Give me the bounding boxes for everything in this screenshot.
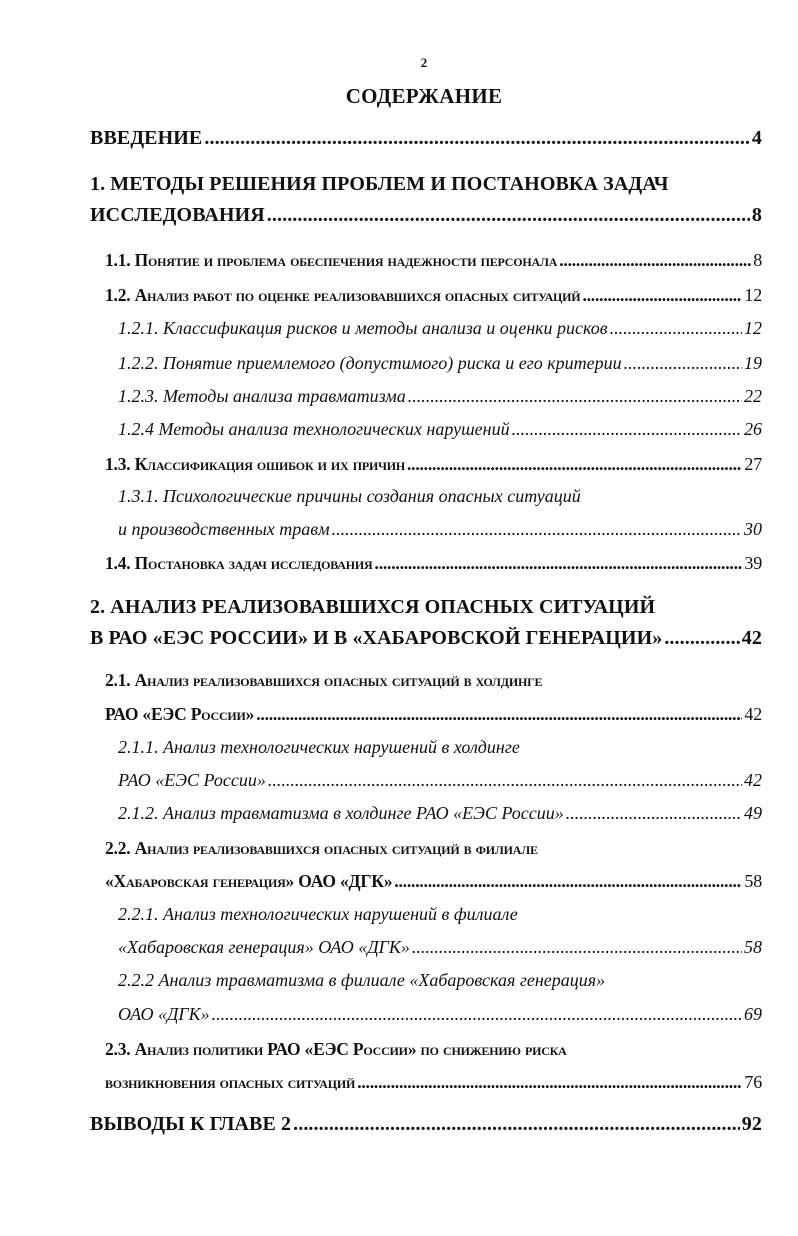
toc-entry-text: РАО «ЕЭС России»: [118, 770, 266, 790]
toc-entry-page: 92: [741, 1113, 762, 1135]
toc-entry-page: 22: [744, 386, 762, 406]
toc-entry-text: 2.3. Анализ политики РАО «ЕЭС России» по снижению риска: [105, 1039, 567, 1059]
toc-entry-page: 76: [744, 1072, 762, 1092]
toc-entry-text: «Хабаровская генерация» ОАО «ДГК»: [118, 937, 410, 957]
toc-entry-text: 1.2.4 Методы анализа технологических нарушений: [118, 419, 510, 439]
dot-leader: [204, 127, 750, 150]
toc-entry-1-3-1[interactable]: [118, 519, 762, 540]
toc-entry-page: 12: [744, 285, 762, 305]
toc-entry-text: ВЫВОДЫ К ГЛАВЕ 2: [90, 1113, 292, 1135]
dot-leader: [512, 419, 742, 440]
toc-entry-2-1-line-1[interactable]: [105, 670, 762, 691]
toc-entry-text: 1.4. Постановка задач исследования: [105, 553, 373, 573]
toc-entry-text: и производственных травм: [118, 519, 330, 539]
toc-entry-text: 2.1.2. Анализ травматизма в холдинге РАО «ЕЭС России»: [118, 803, 564, 823]
toc-entry-1-3[interactable]: [105, 454, 762, 475]
toc-entry-page: 27: [744, 454, 762, 474]
toc-entry-page: 42: [744, 704, 762, 724]
toc-entry-text: 1.3.1. Психологические причины создания опасных ситуаций: [118, 486, 581, 506]
dot-leader: [394, 871, 742, 892]
toc-title: СОДЕРЖАНИЕ: [345, 84, 503, 108]
toc-entry-2-3[interactable]: [105, 1072, 762, 1093]
toc-entry-page: 39: [744, 553, 762, 573]
dot-leader: [559, 250, 751, 271]
dot-leader: [408, 386, 742, 407]
dot-leader: [332, 519, 742, 540]
dot-leader: [610, 318, 742, 339]
dot-leader: [357, 1072, 742, 1093]
toc-entry-conclusions-chapter-2[interactable]: [90, 1113, 762, 1136]
dot-leader: [267, 204, 750, 227]
toc-entry-2-1-1[interactable]: [118, 770, 762, 791]
toc-entry-page: 30: [744, 519, 762, 539]
dot-leader: [375, 553, 743, 574]
toc-entry-text: 1.2.2. Понятие приемлемого (допустимого) риска и его критерии: [118, 353, 622, 373]
toc-entry-2-2-1-line-1[interactable]: [118, 904, 762, 925]
dot-leader: [624, 353, 742, 374]
dot-leader: [407, 454, 742, 475]
toc-entry-page: 12: [744, 318, 762, 338]
toc-entry-1-1[interactable]: [105, 250, 762, 271]
toc-entry-page: 8: [751, 204, 762, 226]
toc-entry-text: 1.2. Анализ работ по оценке реализовавшихся опасных ситуаций: [105, 285, 581, 305]
toc-entry-page: 26: [744, 419, 762, 439]
toc-entry-2-3-line-1[interactable]: [105, 1039, 762, 1060]
toc-entry-text: 1.1. Понятие и проблема обеспечения надежности персонала: [105, 250, 558, 270]
dot-leader: [293, 1113, 740, 1136]
dot-leader: [268, 770, 742, 791]
toc-entry-page: 49: [744, 803, 762, 823]
toc-entry-2-2-2[interactable]: [118, 1004, 762, 1025]
toc-entry-2-1-1-line-1[interactable]: [118, 737, 762, 758]
toc-entry-2-2-line-1[interactable]: [105, 838, 762, 859]
toc-entry-text: 2.2.1. Анализ технологических нарушений в филиале: [118, 904, 518, 924]
toc-entry-chapter-2-line-1[interactable]: [90, 596, 762, 619]
toc-entry-text: 2.1.1. Анализ технологических нарушений в холдинге: [118, 737, 520, 757]
toc-entry-1-2[interactable]: [105, 285, 762, 306]
toc-entry-page: 58: [744, 937, 762, 957]
toc-entry-page: 19: [744, 353, 762, 373]
toc-entry-text: 2.2.2 Анализ травматизма в филиале «Хабаровская генерация»: [118, 970, 606, 990]
toc-entry-page: 8: [753, 250, 762, 270]
toc-entry-text: ИССЛЕДОВАНИЯ: [90, 204, 265, 226]
toc-entry-1-3-1-line-1[interactable]: [118, 486, 762, 507]
toc-entry-text: 2. АНАЛИЗ РЕАЛИЗОВАВШИХСЯ ОПАСНЫХ СИТУАЦИЙ: [90, 596, 656, 618]
toc-entry-text: 1.3. Классификация ошибок и их причин: [105, 454, 405, 474]
dot-leader: [412, 937, 742, 958]
toc-entry-1-2-1[interactable]: [118, 318, 762, 339]
toc-entry-2-1[interactable]: [105, 704, 762, 725]
toc-entry-page: 4: [751, 127, 762, 149]
toc-entry-text: возникновения опасных ситуаций: [105, 1072, 356, 1092]
toc-entry-2-2[interactable]: [105, 871, 762, 892]
toc-entry-text: «Хабаровская генерация» ОАО «ДГК»: [105, 871, 393, 891]
page-number: 2: [420, 55, 428, 70]
dot-leader: [212, 1004, 742, 1025]
toc-entry-text: 1.2.1. Классификация рисков и методы анализа и оценки рисков: [118, 318, 608, 338]
dot-leader: [256, 704, 742, 725]
toc-entry-text: 1.2.3. Методы анализа травматизма: [118, 386, 406, 406]
toc-entry-text: ОАО «ДГК»: [118, 1004, 210, 1024]
toc-entry-page: 69: [744, 1004, 762, 1024]
toc-entry-introduction[interactable]: [90, 127, 762, 150]
toc-entry-1-4[interactable]: [105, 553, 762, 574]
toc-entry-page: 42: [744, 770, 762, 790]
toc-entry-chapter-2[interactable]: [90, 627, 762, 650]
toc-entry-1-2-2[interactable]: [118, 353, 762, 374]
toc-entry-text: РАО «ЕЭС России»: [105, 704, 255, 724]
toc-entry-text: 1. МЕТОДЫ РЕШЕНИЯ ПРОБЛЕМ И ПОСТАНОВКА ЗАДАЧ: [90, 173, 669, 195]
toc-entry-text: 2.2. Анализ реализовавшихся опасных ситуаций в филиале: [105, 838, 538, 858]
toc-entry-2-2-2-line-1[interactable]: [118, 970, 762, 991]
toc-entry-text: В РАО «ЕЭС РОССИИ» И В «ХАБАРОВСКОЙ ГЕНЕРАЦИИ»: [90, 627, 663, 649]
toc-entry-page: 42: [741, 627, 762, 649]
toc-entry-chapter-1-line-1[interactable]: [90, 173, 762, 196]
dot-leader: [664, 627, 739, 650]
toc-entry-1-2-4[interactable]: [118, 419, 762, 440]
toc-entry-1-2-3[interactable]: [118, 386, 762, 407]
toc-entry-chapter-1[interactable]: [90, 204, 762, 227]
toc-entry-text: ВВЕДЕНИЕ: [90, 127, 203, 149]
toc-entry-2-1-2[interactable]: [118, 803, 762, 824]
toc-entry-text: 2.1. Анализ реализовавшихся опасных ситуаций в холдинге: [105, 670, 543, 690]
dot-leader: [582, 285, 742, 306]
dot-leader: [566, 803, 742, 824]
toc-entry-2-2-1[interactable]: [118, 937, 762, 958]
toc-entry-page: 58: [744, 871, 762, 891]
